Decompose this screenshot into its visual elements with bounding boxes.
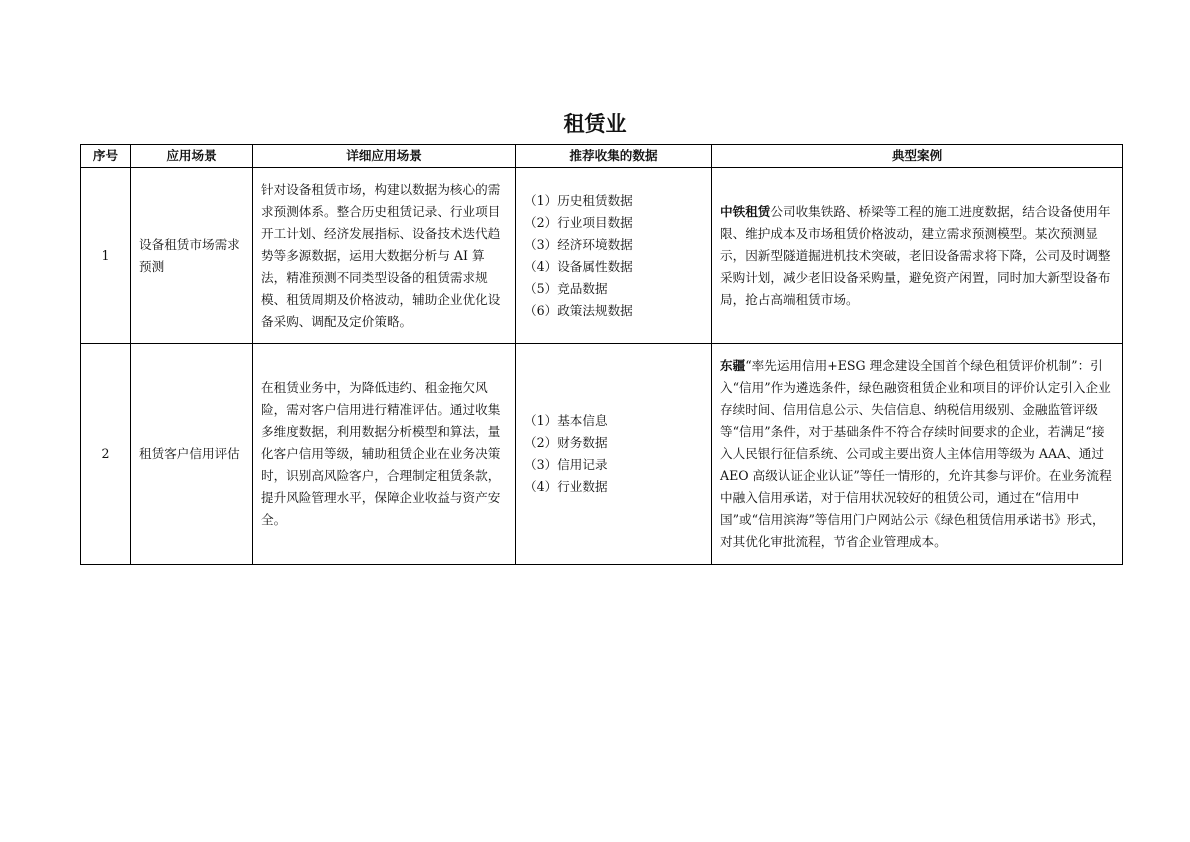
table-header-row — [81, 145, 1123, 168]
case-text: 公司收集铁路、桥梁等工程的施工进度数据，结合设备使用年限、维护成本及市场租赁价格波动，建立需求预测模型。某次预测显示，因新型隧道掘进机技术突破，老旧设备需求将下降，公司及时调整采购计划，减少老旧设备采购量，避免资产闲置，同时加大新型设备布局，抢占高端租赁市场。 — [720, 203, 1111, 307]
data-item: （4）行业数据 — [524, 479, 608, 494]
header-detail: 详细应用场景 — [253, 145, 516, 168]
row-case — [712, 168, 1123, 344]
header-case: 典型案例 — [712, 145, 1123, 168]
table-row — [81, 344, 1123, 565]
row-num: 1 — [81, 168, 131, 344]
header-scene: 应用场景 — [131, 145, 253, 168]
case-company: 中铁租赁 — [720, 203, 771, 219]
table-row — [81, 168, 1123, 344]
case-text: “率先运用信用+ESG 理念建设全国首个绿色租赁评价机制”：引入“信用”作为遴选条件，绿色融资租赁企业和项目的评价认定引入企业存续时间、信用信息公示、失信信息、纳税信用级别、金融监管评级等“信用”条件，对于基础条件不符合存续时间要求的企业，若满足“接入人民银行征信系统、公司或主要出资人主体信用等级为 AAA、通过 AEO 高级认证企业认证”等任一情形的，允许其参与评价。在业务流程中融入信用承诺，对于信用状况较好的租赁公司，通过在“信用中国”或“信用滨海”等信用门户网站公示《绿色租赁信用承诺书》形式，对其优化审批流程，节省企业管理成本。 — [720, 358, 1112, 549]
row-case — [712, 344, 1123, 565]
data-item: （4）设备属性数据 — [524, 258, 633, 274]
data-item: （3）信用记录 — [524, 457, 608, 472]
row-detail: 针对设备租赁市场，构建以数据为核心的需求预测体系。整合历史租赁记录、行业项目开工计划、经济发展指标、设备技术迭代趋势等多源数据，运用大数据分析与 AI 算法，精准预测不同类型设备的租赁需求规模、租赁周期及价格波动，辅助企业优化设备采购、调配及定价策略。 — [253, 168, 516, 344]
data-item: （1）历史租赁数据 — [524, 192, 633, 208]
data-item: （2）财务数据 — [524, 435, 608, 450]
row-data — [516, 344, 712, 565]
data-item: （1）基本信息 — [524, 413, 608, 428]
row-scene: 租赁客户信用评估 — [131, 344, 253, 565]
header-num: 序号 — [81, 145, 131, 168]
row-detail: 在租赁业务中，为降低违约、租金拖欠风险，需对客户信用进行精准评估。通过收集多维度数据，利用数据分析模型和算法，量化客户信用等级，辅助租赁企业在业务决策时，识别高风险客户，合理制定租赁条款，提升风险管理水平，保障企业收益与资产安全。 — [253, 344, 516, 565]
data-item: （6）政策法规数据 — [524, 302, 633, 318]
row-data — [516, 168, 712, 344]
data-item: （5）竞品数据 — [524, 280, 608, 296]
page-title: 租赁业 — [563, 112, 627, 136]
header-data: 推荐收集的数据 — [516, 145, 712, 168]
data-item: （3）经济环境数据 — [524, 236, 633, 252]
data-item: （2）行业项目数据 — [524, 214, 633, 230]
row-num: 2 — [81, 344, 131, 565]
industry-table — [80, 144, 1123, 565]
row-scene: 设备租赁市场需求预测 — [131, 168, 253, 344]
case-company: 东疆 — [720, 358, 746, 373]
